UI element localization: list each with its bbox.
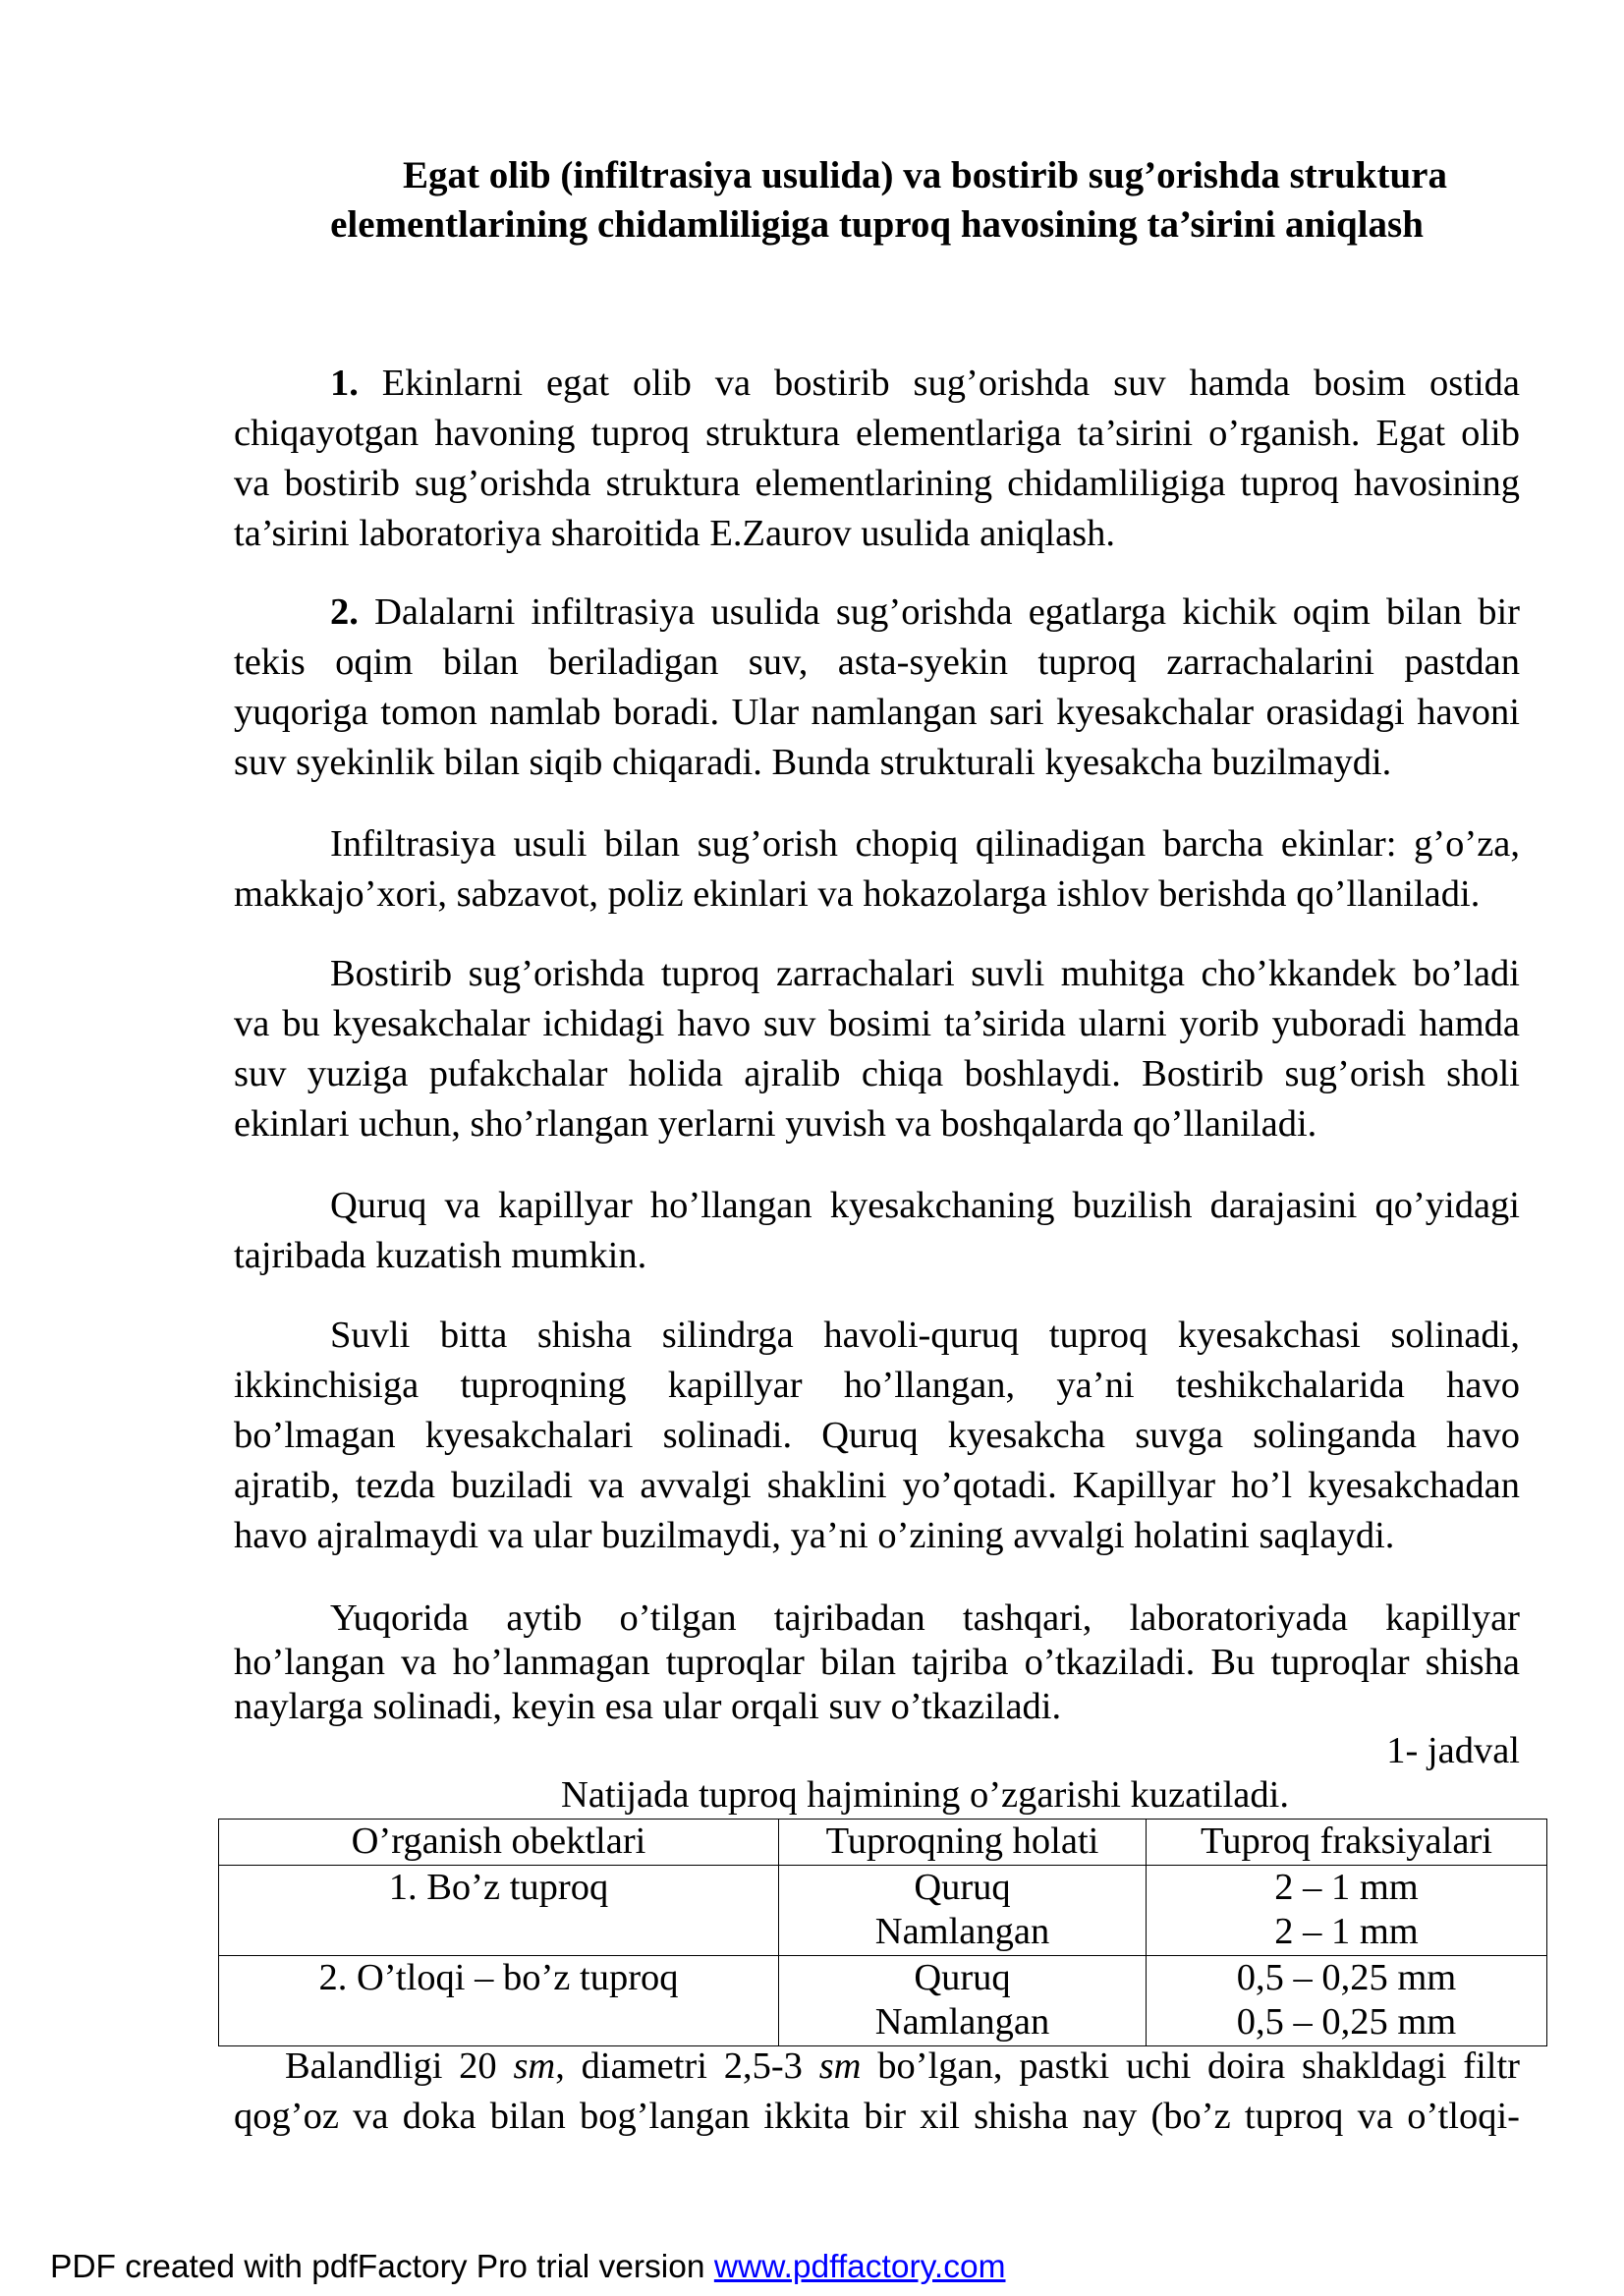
cell-object <box>219 1956 779 2046</box>
paragraph-6-line-4: ajratib, tezda buziladi va avvalgi shaklini yo’qotadi. Kapillyar ho’l kyesakchadan <box>234 1465 1520 1506</box>
paragraph-7-line-2: ho’langan va ho’lanmagan tuproqlar bilan tajriba o’tkaziladi. Bu tuproqlar shisha <box>234 1642 1520 1683</box>
paragraph-7 <box>234 1596 1520 1729</box>
paragraph-4-line-2: va bu kyesakchalar ichidagi havo suv bosimi ta’sirida ularni yorib yuboradi hamda <box>234 1003 1520 1044</box>
paragraph-4 <box>234 949 1520 1149</box>
paragraph-1-line-4: ta’sirini laboratoriya sharoitida E.Zaurov usulida aniqlash. <box>234 513 1116 554</box>
paragraph-4-line-3: suv yuziga pufakchalar holida ajralib chiqa boshlaydi. Bostirib sug’orish sholi <box>234 1053 1520 1094</box>
paragraph-5-line-2: tajribada kuzatish mumkin. <box>234 1235 647 1276</box>
closing-paragraph-line-1 <box>234 2042 1520 2092</box>
paragraph-1-number: 1. <box>330 363 359 404</box>
paragraph-5-line-1: Quruq va kapillyar ho’llangan kyesakchaning buzilish darajasini qo’yidagi <box>330 1185 1520 1226</box>
footer-link[interactable]: www.pdffactory.com <box>713 2249 1006 2285</box>
title-line-2: elementlarining chidamliligiga tuproq havosining ta’sirini aniqlash <box>330 203 1424 246</box>
paragraph-3-line-2: makkajo’xori, sabzavot, poliz ekinlari va hokazolarga ishlov berishda qo’llaniladi. <box>234 873 1481 915</box>
state-value: Namlangan <box>874 2001 1050 2043</box>
cell-state <box>779 1866 1147 1956</box>
paragraph-3-line-1: Infiltrasiya usuli bilan sug’orish chopiq qilinadigan barcha ekinlar: g’o’za, <box>330 823 1520 865</box>
cell-state <box>779 1956 1147 2046</box>
results-table <box>218 1819 1547 2046</box>
paragraph-1-line-1-text: Ekinlarni egat olib va bostirib sug’orishda suv hamda bosim ostida <box>381 363 1520 404</box>
footer-watermark <box>50 2248 1006 2287</box>
table-header-row <box>219 1820 1547 1866</box>
paragraph-6-line-5: havo ajralmaydi va ular buzilmaydi, ya’ni o’zining avvalgi holatini saqlaydi. <box>234 1515 1395 1556</box>
closing-paragraph-line-2: qog’oz va doka bilan bog’langan ikkita bir xil shisha nay (bo’z tuproq va o’tloqi- <box>234 2096 1520 2137</box>
table-caption: Natijada tuproq hajmining o’zgarishi kuzatiladi. <box>561 1774 1289 1816</box>
paragraph-1-line-1 <box>234 359 1520 409</box>
fraction-value: 0,5 – 0,25 mm <box>1236 1957 1457 1998</box>
paragraph-1 <box>234 359 1520 559</box>
closing-text-part: bo’lgan, pastki uchi doira shakldagi filtr <box>861 2045 1520 2087</box>
table-row <box>219 1956 1547 2046</box>
paragraph-1-line-2: chiqayotgan havoning tuproq struktura elementlariga ta’sirini o’rganish. Egat olib <box>234 413 1520 454</box>
table-row <box>219 1866 1547 1956</box>
paragraph-2-line-3: yuqoriga tomon namlab boradi. Ular namlangan sari kyesakchalar orasidagi havoni <box>234 692 1520 733</box>
paragraph-3 <box>234 819 1520 920</box>
fraction-value: 2 – 1 mm <box>1274 1911 1419 1952</box>
paragraph-7-line-3: naylarga solinadi, keyin esa ular orqali suv o’tkaziladi. <box>234 1686 1062 1727</box>
paragraph-7-line-1: Yuqorida aytib o’tilgan tajribadan tashqari, laboratoriyada kapillyar <box>330 1597 1520 1639</box>
paragraph-4-line-4: ekinlari uchun, sho’rlangan yerlarni yuvish va boshqalarda qo’llaniladi. <box>234 1103 1317 1145</box>
paragraph-2-line-1 <box>234 588 1520 638</box>
paragraph-6-line-2: ikkinchisiga tuproqning kapillyar ho’llangan, ya’ni teshikchalarida havo <box>234 1365 1520 1406</box>
paragraph-5 <box>234 1181 1520 1281</box>
paragraph-4-line-1: Bostirib sug’orishda tuproq zarrachalari suvli muhitga cho’kkandek bo’ladi <box>330 953 1520 994</box>
cell-fraction <box>1147 1866 1547 1956</box>
state-value: Quruq <box>914 1867 1011 1908</box>
paragraph-2-line-2: tekis oqim bilan beriladigan suv, asta-syekin tuproq zarrachalarini pastdan <box>234 642 1520 683</box>
paragraph-2-line-1-text: Dalalarni infiltrasiya usulida sug’orishda egatlarga kichik oqim bilan bir <box>374 591 1520 633</box>
unit-sm: sm <box>818 2045 862 2087</box>
paragraph-6-line-1: Suvli bitta shisha silindrga havoli-quruq tuproq kyesakchasi solinadi, <box>330 1315 1520 1356</box>
closing-text-part: , diametri 2,5-3 <box>555 2045 819 2087</box>
footer-text: PDF created with pdfFactory Pro trial version <box>50 2249 705 2285</box>
state-value: Namlangan <box>874 1911 1050 1952</box>
cell-object <box>219 1866 779 1956</box>
paragraph-2-number: 2. <box>330 591 359 633</box>
title-line-1: Egat olib (infiltrasiya usulida) va bostirib sug’orishda struktura <box>403 154 1447 196</box>
header-soil-fractions: Tuproq fraksiyalari <box>1147 1820 1547 1866</box>
paragraph-6-line-3: bo’lmagan kyesakchalari solinadi. Quruq kyesakcha suvga solinganda havo <box>234 1415 1520 1456</box>
closing-text-part: Balandligi 20 <box>285 2045 514 2087</box>
unit-sm: sm <box>513 2045 556 2087</box>
header-soil-state: Tuproqning holati <box>779 1820 1147 1866</box>
object-name: 1. Bo’z tuproq <box>388 1867 609 1908</box>
fraction-value: 2 – 1 mm <box>1274 1867 1419 1908</box>
cell-fraction <box>1147 1956 1547 2046</box>
closing-paragraph <box>234 2042 1520 2142</box>
fraction-value: 0,5 – 0,25 mm <box>1236 2001 1457 2043</box>
header-study-objects: O’rganish obektlari <box>219 1820 779 1866</box>
table-label: 1- jadval <box>1386 1730 1520 1771</box>
paragraph-6 <box>234 1311 1520 1561</box>
paragraph-2-line-4: suv syekinlik bilan siqib chiqaradi. Bunda strukturali kyesakcha buzilmaydi. <box>234 742 1392 783</box>
state-value: Quruq <box>914 1957 1011 1998</box>
object-name: 2. O’tloqi – bo’z tuproq <box>318 1957 679 1998</box>
document-title <box>234 151 1520 250</box>
paragraph-2 <box>234 588 1520 788</box>
paragraph-1-line-3: va bostirib sug’orishda struktura elementlarining chidamliligiga tuproq havosining <box>234 463 1520 504</box>
